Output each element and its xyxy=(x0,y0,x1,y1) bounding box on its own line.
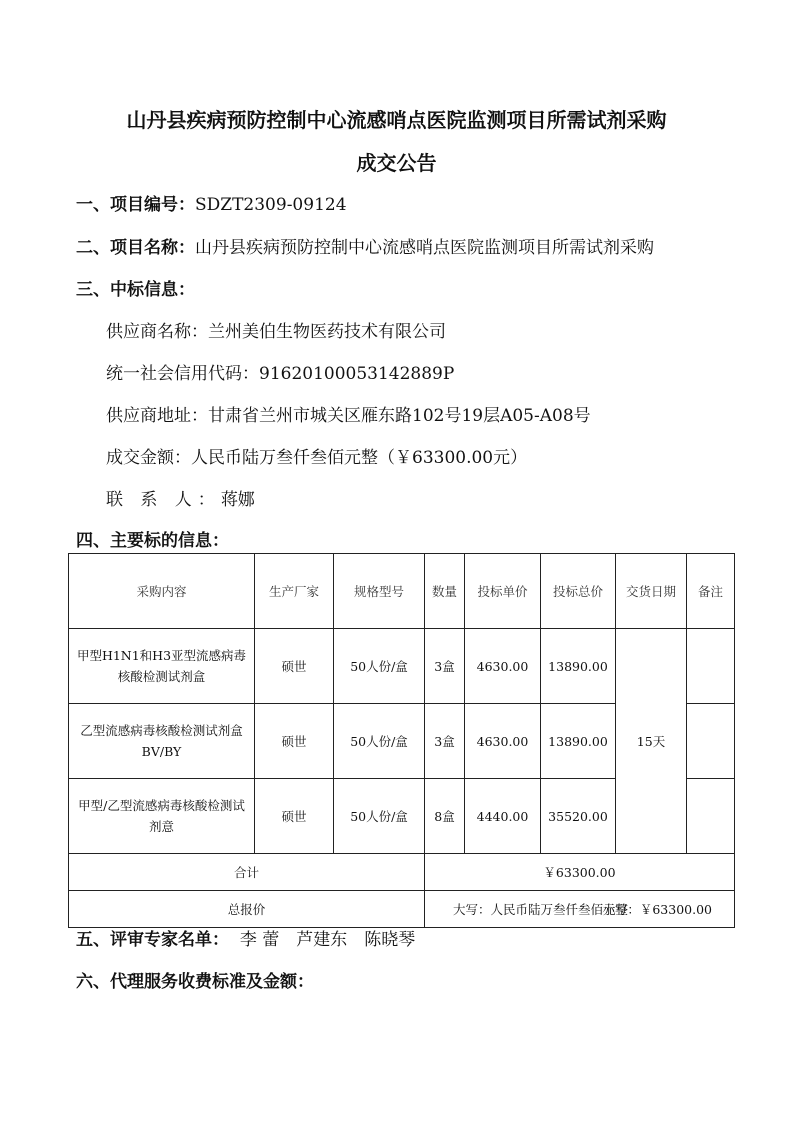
table-row xyxy=(69,629,735,704)
total-price: 13890.00 xyxy=(541,704,616,779)
section-project-name xyxy=(76,233,654,258)
project-name: 山丹县疾病预防控制中心流感哨点医院监测项目所需试剂采购 xyxy=(195,238,654,258)
unit-price: 4630.00 xyxy=(465,629,541,704)
table-header-row xyxy=(69,554,735,629)
spec: 50人份/盒 xyxy=(334,629,425,704)
total-price: 35520.00 xyxy=(541,779,616,854)
column-header: 规格型号 xyxy=(334,554,425,629)
contact-line xyxy=(106,485,255,510)
credit-line xyxy=(106,359,454,384)
column-header: 生产厂家 xyxy=(255,554,334,629)
amount-line xyxy=(106,443,527,468)
expert-names: 李 蕾 芦建东 陈晓琴 xyxy=(239,930,416,950)
quantity: 8盒 xyxy=(425,779,465,854)
award-table xyxy=(68,553,735,928)
section-heading: 四、主要标的信息： xyxy=(76,531,229,551)
section-heading: 一、项目编号： xyxy=(76,195,195,215)
maker: 硕世 xyxy=(255,629,334,704)
total-label: 总报价 xyxy=(69,891,425,928)
credit-label: 统一社会信用代码： xyxy=(106,364,259,384)
section-heading: 五、评审专家名单： xyxy=(76,930,229,950)
contact-name: 蒋娜 xyxy=(220,490,255,510)
project-number: SDZT2309-09124 xyxy=(195,195,347,215)
supplier-name: 兰州美伯生物医药技术有限公司 xyxy=(208,322,446,342)
remark xyxy=(687,704,735,779)
doc-title-line1: 山丹县疾病预防控制中心流感哨点医院监测项目所需试剂采购 xyxy=(126,108,667,132)
column-header: 投标单价 xyxy=(465,554,541,629)
quantity: 3盒 xyxy=(425,704,465,779)
remark xyxy=(687,779,735,854)
section-award-info xyxy=(76,275,195,300)
total-amount-words: 大写：人民币陆万叁仟叁佰元整 xyxy=(453,902,629,917)
credit-code: 91620100053142889P xyxy=(259,364,455,384)
section-heading: 六、代理服务收费标准及金额： xyxy=(76,972,314,992)
contact-label: 联 系 人： xyxy=(106,490,221,510)
spec: 50人份/盒 xyxy=(334,779,425,854)
spec: 50人份/盒 xyxy=(334,704,425,779)
address-line xyxy=(106,401,591,426)
total-amount-cell xyxy=(425,891,735,928)
sum-value: ￥63300.00 xyxy=(425,854,735,891)
total-amount-figures: 小写：￥63300.00 xyxy=(602,902,712,917)
item-name: 甲型/乙型流感病毒核酸检测试剂意 xyxy=(69,779,255,854)
section-heading: 三、中标信息： xyxy=(76,280,195,300)
supplier-address: 甘肃省兰州市城关区雁东路102号19层A05-A08号 xyxy=(208,406,591,426)
unit-price: 4440.00 xyxy=(465,779,541,854)
column-header: 采购内容 xyxy=(69,554,255,629)
sum-row xyxy=(69,854,735,891)
quantity: 3盒 xyxy=(425,629,465,704)
maker: 硕世 xyxy=(255,704,334,779)
section-project-number xyxy=(76,190,347,215)
unit-price: 4630.00 xyxy=(465,704,541,779)
column-header: 投标总价 xyxy=(541,554,616,629)
doc-title-line2: 成交公告 xyxy=(356,151,437,175)
remark xyxy=(687,629,735,704)
item-name: 乙型流感病毒核酸检测试剂盒BV/BY xyxy=(69,704,255,779)
column-header: 数量 xyxy=(425,554,465,629)
supplier-label: 供应商名称： xyxy=(106,322,208,342)
amount-label: 成交金额： xyxy=(106,448,191,468)
column-header: 交货日期 xyxy=(616,554,687,629)
address-label: 供应商地址： xyxy=(106,406,208,426)
item-name: 甲型H1N1和H3亚型流感病毒核酸检测试剂盒 xyxy=(69,629,255,704)
total-price: 13890.00 xyxy=(541,629,616,704)
section-agency-fee xyxy=(76,967,314,992)
column-header: 备注 xyxy=(687,554,735,629)
maker: 硕世 xyxy=(255,779,334,854)
total-row xyxy=(69,891,735,928)
section-heading: 二、项目名称： xyxy=(76,238,195,258)
section-experts xyxy=(76,925,415,950)
award-amount: 人民币陆万叁仟叁佰元整（￥63300.00元） xyxy=(191,448,528,468)
supplier-line xyxy=(106,317,446,342)
section-main-items xyxy=(76,526,229,551)
sum-label: 合计 xyxy=(69,854,425,891)
delivery-date: 15天 xyxy=(616,629,687,854)
